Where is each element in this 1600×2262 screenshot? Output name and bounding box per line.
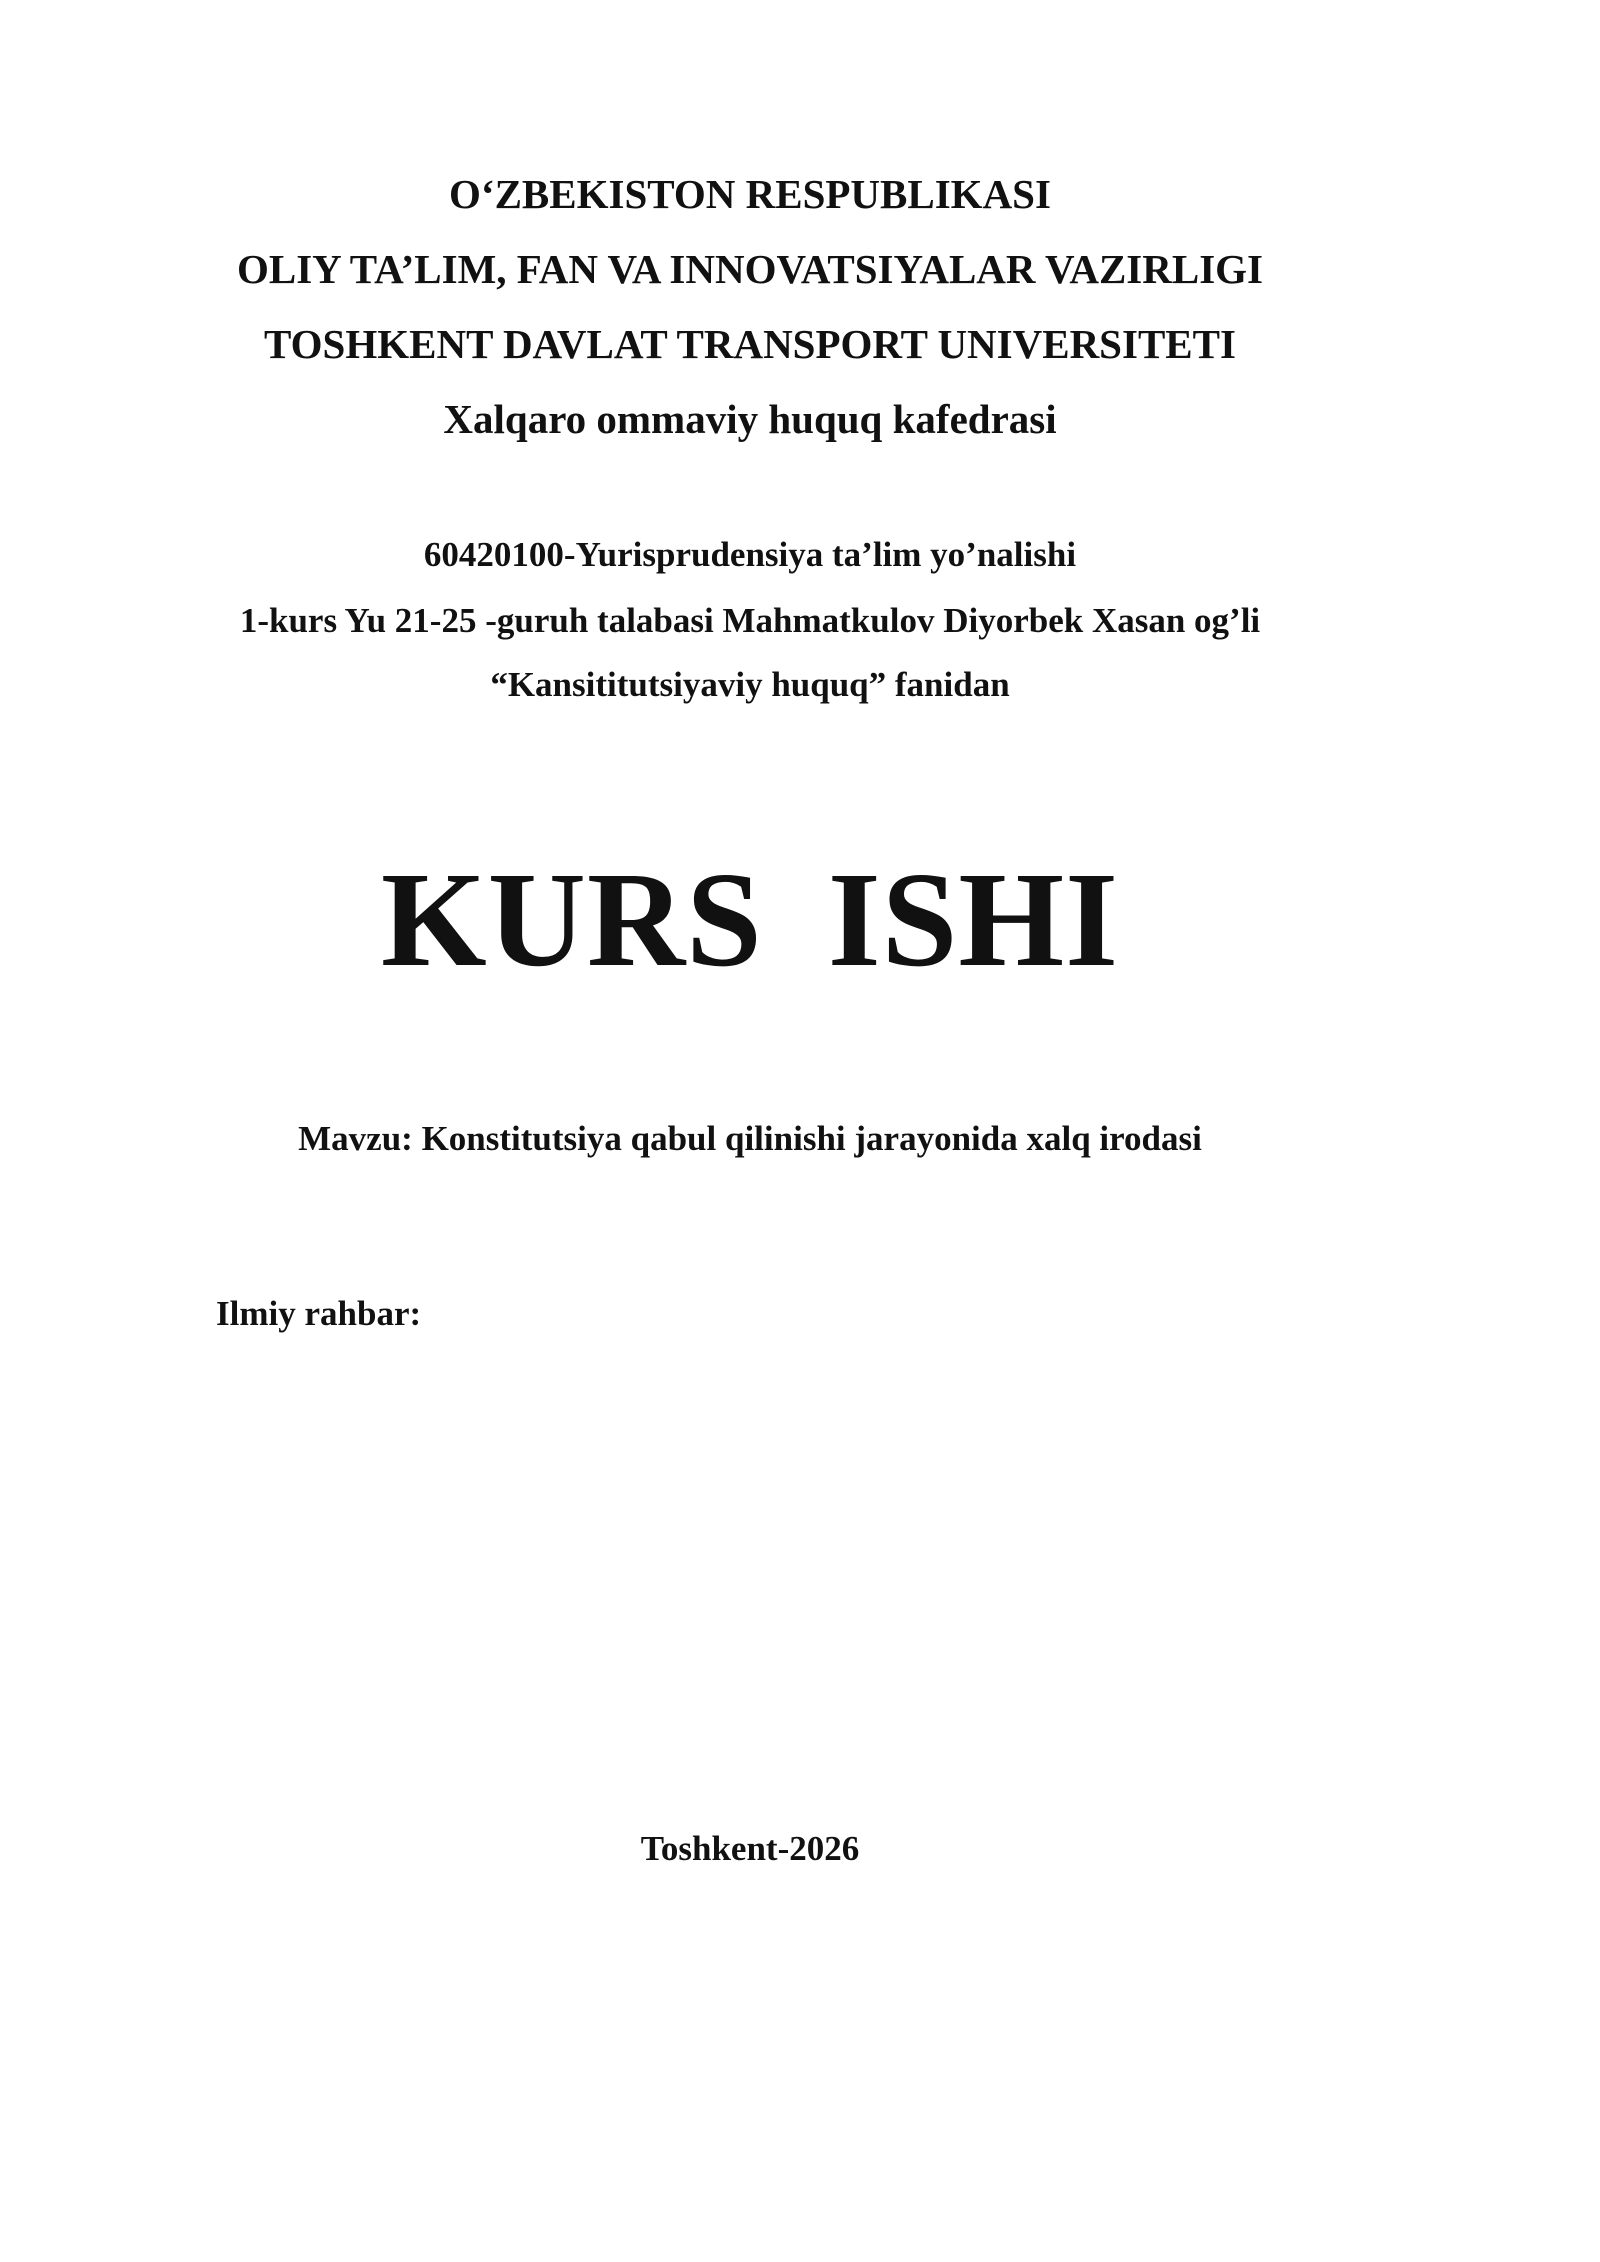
header-university: TOSHKENT DAVLAT TRANSPORT UNIVERSITETI: [264, 321, 1236, 367]
topic-line: Mavzu: Konstitutsiya qabul qilinishi jarayonida xalq irodasi: [298, 1119, 1202, 1158]
subject-line: “Kansititutsiyaviy huquq” fanidan: [490, 665, 1010, 704]
document-title: KURS ISHI: [380, 845, 1120, 995]
place-year: Toshkent-2026: [640, 1829, 860, 1868]
header-ministry: OLIY TA’LIM, FAN VA INNOVATSIYALAR VAZIRLIGI: [236, 246, 1264, 292]
program-line: 60420100-Yurisprudensiya ta’lim yo’nalishi: [423, 535, 1077, 574]
header-country: O‘ZBEKISTON RESPUBLIKASI: [449, 171, 1051, 217]
supervisor-label: Ilmiy rahbar:: [216, 1294, 422, 1333]
student-line: 1-kurs Yu 21-25 -guruh talabasi Mahmatkulov Diyorbek Xasan og’li: [239, 601, 1261, 640]
header-department: Xalqaro ommaviy huquq kafedrasi: [443, 396, 1057, 442]
